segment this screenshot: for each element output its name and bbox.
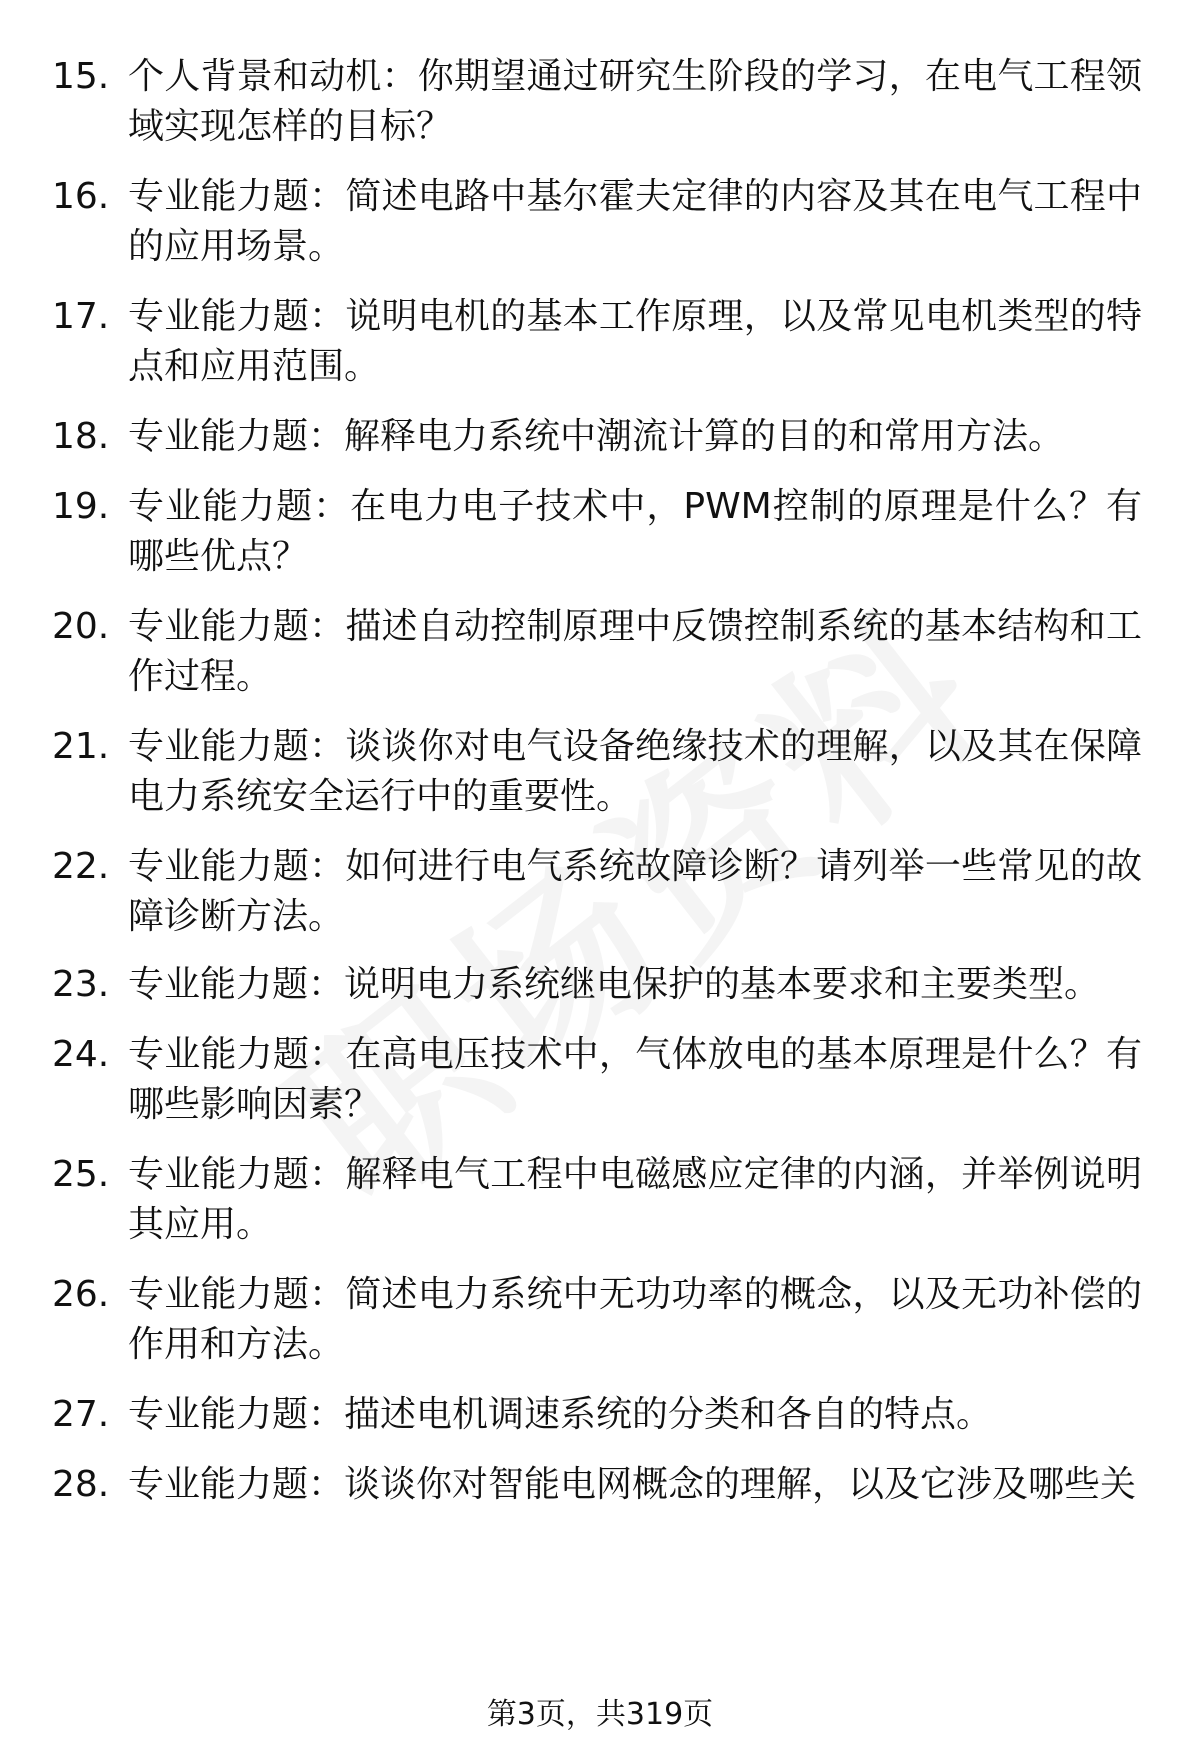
item-text: 专业能力题：说明电机的基本工作原理，以及常见电机类型的特点和应用范围。: [128, 296, 1142, 387]
item-text: 专业能力题：简述电路中基尔霍夫定律的内容及其在电气工程中的应用场景。: [128, 176, 1142, 267]
item-number: 24.: [52, 1034, 110, 1075]
item-text: 专业能力题：谈谈你对智能电网概念的理解，以及它涉及哪些关: [128, 1464, 1137, 1505]
item-number: 27.: [52, 1394, 110, 1435]
item-number: 19.: [52, 486, 110, 527]
item-number: 25.: [52, 1154, 110, 1195]
item-text: 专业能力题：谈谈你对电气设备绝缘技术的理解，以及其在保障电力系统安全运行中的重要性。: [128, 726, 1142, 817]
item-text: 专业能力题：在电力电子技术中，PWM控制的原理是什么？有哪些优点？: [128, 486, 1142, 577]
item-number: 17.: [52, 296, 110, 337]
item-number: 20.: [52, 606, 110, 647]
item-number: 16.: [52, 176, 110, 217]
item-text: 专业能力题：简述电力系统中无功功率的概念，以及无功补偿的作用和方法。: [128, 1274, 1142, 1365]
item-number: 22.: [52, 846, 110, 887]
item-text: 专业能力题：说明电力系统继电保护的基本要求和主要类型。: [128, 964, 1101, 1005]
item-text: 专业能力题：如何进行电气系统故障诊断？请列举一些常见的故障诊断方法。: [128, 846, 1142, 937]
item-text: 专业能力题：描述自动控制原理中反馈控制系统的基本结构和工作过程。: [128, 606, 1142, 697]
item-number: 28.: [52, 1464, 110, 1505]
item-text: 专业能力题：在高电压技术中，气体放电的基本原理是什么？有哪些影响因素？: [128, 1034, 1142, 1125]
item-number: 21.: [52, 726, 110, 767]
item-text: 专业能力题：解释电气工程中电磁感应定律的内涵，并举例说明其应用。: [128, 1154, 1142, 1245]
item-text: 专业能力题：描述电机调速系统的分类和各自的特点。: [128, 1394, 993, 1435]
item-number: 26.: [52, 1274, 110, 1315]
item-number: 23.: [52, 964, 110, 1005]
page-footer: 第3页，共319页: [486, 1697, 714, 1732]
item-number: 15.: [52, 56, 110, 97]
item-text: 专业能力题：解释电力系统中潮流计算的目的和常用方法。: [128, 416, 1065, 457]
item-text: 个人背景和动机：你期望通过研究生阶段的学习，在电气工程领域实现怎样的目标？: [128, 56, 1142, 147]
item-number: 18.: [52, 416, 110, 457]
